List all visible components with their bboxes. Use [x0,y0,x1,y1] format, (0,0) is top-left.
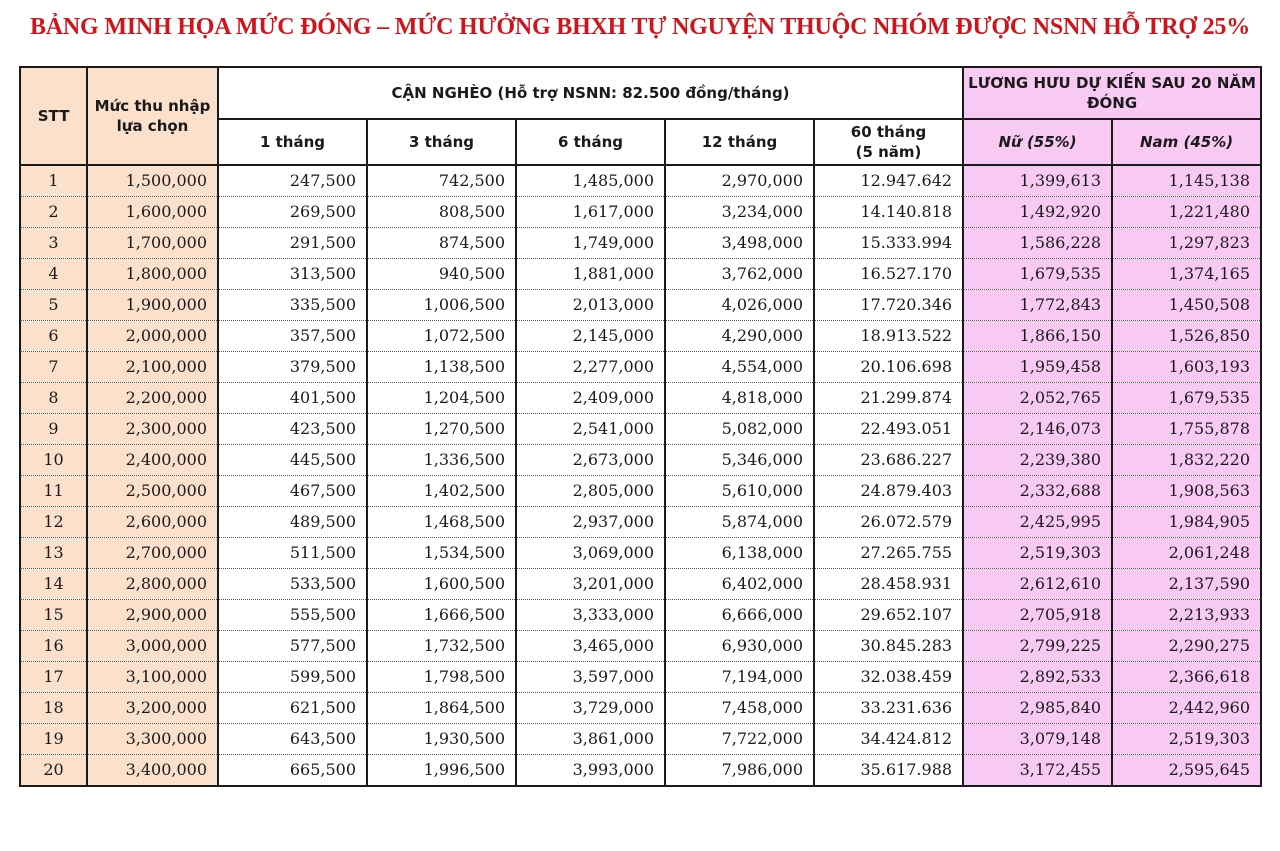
cell-stt: 8 [20,383,87,414]
cell-income: 1,800,000 [87,259,218,290]
table-row [20,165,1261,197]
cell-6-months: 3,597,000 [516,662,665,693]
cell-12-months: 7,194,000 [665,662,814,693]
header-female: Nữ (55%) [963,119,1112,165]
table-row [20,259,1261,290]
cell-3-months: 742,500 [367,165,516,197]
cell-60-months: 17.720.346 [814,290,963,321]
cell-stt: 17 [20,662,87,693]
cell-female-pension: 1,959,458 [963,352,1112,383]
cell-income: 3,200,000 [87,693,218,724]
cell-income: 2,500,000 [87,476,218,507]
cell-12-months: 5,874,000 [665,507,814,538]
cell-income: 1,700,000 [87,228,218,259]
cell-12-months: 5,610,000 [665,476,814,507]
table-body [20,165,1261,786]
cell-male-pension: 1,679,535 [1112,383,1261,414]
cell-3-months: 1,270,500 [367,414,516,445]
cell-3-months: 940,500 [367,259,516,290]
cell-male-pension: 2,213,933 [1112,600,1261,631]
cell-12-months: 3,234,000 [665,197,814,228]
cell-male-pension: 1,374,165 [1112,259,1261,290]
cell-female-pension: 2,239,380 [963,445,1112,476]
cell-income: 2,700,000 [87,538,218,569]
cell-6-months: 1,749,000 [516,228,665,259]
cell-female-pension: 1,772,843 [963,290,1112,321]
cell-stt: 5 [20,290,87,321]
cell-stt: 11 [20,476,87,507]
cell-12-months: 4,290,000 [665,321,814,352]
cell-male-pension: 1,450,508 [1112,290,1261,321]
cell-3-months: 1,600,500 [367,569,516,600]
cell-12-months: 3,762,000 [665,259,814,290]
cell-1-month: 533,500 [218,569,367,600]
header-3-months: 3 tháng [367,119,516,165]
cell-stt: 6 [20,321,87,352]
cell-female-pension: 2,705,918 [963,600,1112,631]
cell-6-months: 2,805,000 [516,476,665,507]
cell-6-months: 2,937,000 [516,507,665,538]
cell-male-pension: 1,984,905 [1112,507,1261,538]
cell-3-months: 1,468,500 [367,507,516,538]
header-male: Nam (45%) [1112,119,1261,165]
cell-60-months: 29.652.107 [814,600,963,631]
cell-3-months: 808,500 [367,197,516,228]
cell-1-month: 577,500 [218,631,367,662]
cell-3-months: 1,666,500 [367,600,516,631]
table-header [20,67,1261,165]
cell-12-months: 6,930,000 [665,631,814,662]
cell-male-pension: 2,061,248 [1112,538,1261,569]
cell-female-pension: 2,892,533 [963,662,1112,693]
cell-3-months: 874,500 [367,228,516,259]
header-60-months [814,119,963,165]
cell-3-months: 1,138,500 [367,352,516,383]
cell-1-month: 599,500 [218,662,367,693]
cell-female-pension: 1,679,535 [963,259,1112,290]
cell-60-months: 28.458.931 [814,569,963,600]
cell-1-month: 445,500 [218,445,367,476]
table-row [20,228,1261,259]
cell-60-months: 18.913.522 [814,321,963,352]
cell-6-months: 3,069,000 [516,538,665,569]
table-row [20,631,1261,662]
cell-1-month: 247,500 [218,165,367,197]
cell-income: 3,300,000 [87,724,218,755]
cell-stt: 13 [20,538,87,569]
cell-6-months: 2,541,000 [516,414,665,445]
cell-stt: 2 [20,197,87,228]
cell-1-month: 423,500 [218,414,367,445]
header-6-months: 6 tháng [516,119,665,165]
table-row [20,569,1261,600]
cell-6-months: 2,145,000 [516,321,665,352]
cell-income: 1,600,000 [87,197,218,228]
cell-male-pension: 1,832,220 [1112,445,1261,476]
header-12-months: 12 tháng [665,119,814,165]
cell-income: 2,400,000 [87,445,218,476]
cell-male-pension: 2,519,303 [1112,724,1261,755]
cell-12-months: 7,722,000 [665,724,814,755]
cell-12-months: 5,082,000 [665,414,814,445]
cell-stt: 7 [20,352,87,383]
cell-female-pension: 2,519,303 [963,538,1112,569]
cell-stt: 16 [20,631,87,662]
cell-6-months: 3,993,000 [516,755,665,787]
cell-6-months: 3,465,000 [516,631,665,662]
cell-6-months: 3,201,000 [516,569,665,600]
cell-12-months: 5,346,000 [665,445,814,476]
cell-3-months: 1,204,500 [367,383,516,414]
cell-3-months: 1,996,500 [367,755,516,787]
cell-6-months: 1,617,000 [516,197,665,228]
cell-stt: 12 [20,507,87,538]
cell-3-months: 1,864,500 [367,693,516,724]
cell-female-pension: 2,425,995 [963,507,1112,538]
cell-60-months: 30.845.283 [814,631,963,662]
cell-60-months: 26.072.579 [814,507,963,538]
cell-female-pension: 2,146,073 [963,414,1112,445]
cell-stt: 15 [20,600,87,631]
cell-3-months: 1,534,500 [367,538,516,569]
cell-3-months: 1,336,500 [367,445,516,476]
cell-male-pension: 1,297,823 [1112,228,1261,259]
cell-male-pension: 1,603,193 [1112,352,1261,383]
cell-female-pension: 2,612,610 [963,569,1112,600]
cell-stt: 19 [20,724,87,755]
cell-60-months: 32.038.459 [814,662,963,693]
cell-60-months: 22.493.051 [814,414,963,445]
cell-3-months: 1,798,500 [367,662,516,693]
cell-6-months: 2,277,000 [516,352,665,383]
table-row [20,321,1261,352]
cell-female-pension: 1,586,228 [963,228,1112,259]
table-row [20,538,1261,569]
cell-3-months: 1,930,500 [367,724,516,755]
cell-male-pension: 2,137,590 [1112,569,1261,600]
cell-income: 2,300,000 [87,414,218,445]
header-income: Mức thu nhập lựa chọn [87,67,218,165]
cell-12-months: 6,138,000 [665,538,814,569]
cell-female-pension: 3,172,455 [963,755,1112,787]
cell-income: 3,000,000 [87,631,218,662]
header-pension: LƯƠNG HƯU DỰ KIẾN SAU 20 NĂM ĐÓNG [963,67,1261,119]
cell-12-months: 4,818,000 [665,383,814,414]
cell-female-pension: 1,866,150 [963,321,1112,352]
cell-income: 1,900,000 [87,290,218,321]
header-stt: STT [20,67,87,165]
cell-1-month: 379,500 [218,352,367,383]
header-group: CẬN NGHÈO (Hỗ trợ NSNN: 82.500 đồng/tháng) [218,67,963,119]
table-row [20,600,1261,631]
contribution-table [19,66,1262,787]
cell-female-pension: 2,799,225 [963,631,1112,662]
cell-12-months: 4,554,000 [665,352,814,383]
cell-income: 2,100,000 [87,352,218,383]
cell-6-months: 3,333,000 [516,600,665,631]
cell-6-months: 1,881,000 [516,259,665,290]
cell-stt: 4 [20,259,87,290]
cell-female-pension: 2,332,688 [963,476,1112,507]
cell-6-months: 2,409,000 [516,383,665,414]
cell-income: 3,100,000 [87,662,218,693]
table-row [20,507,1261,538]
cell-female-pension: 1,399,613 [963,165,1112,197]
cell-stt: 9 [20,414,87,445]
cell-1-month: 511,500 [218,538,367,569]
cell-12-months: 7,986,000 [665,755,814,787]
cell-12-months: 2,970,000 [665,165,814,197]
cell-income: 3,400,000 [87,755,218,787]
cell-60-months: 12.947.642 [814,165,963,197]
cell-1-month: 467,500 [218,476,367,507]
cell-1-month: 291,500 [218,228,367,259]
table-row [20,197,1261,228]
cell-12-months: 3,498,000 [665,228,814,259]
cell-stt: 1 [20,165,87,197]
cell-12-months: 4,026,000 [665,290,814,321]
cell-1-month: 489,500 [218,507,367,538]
table-row [20,476,1261,507]
cell-60-months: 16.527.170 [814,259,963,290]
cell-6-months: 2,673,000 [516,445,665,476]
cell-60-months: 21.299.874 [814,383,963,414]
cell-female-pension: 2,985,840 [963,693,1112,724]
cell-female-pension: 2,052,765 [963,383,1112,414]
cell-60-months: 27.265.755 [814,538,963,569]
cell-60-months: 24.879.403 [814,476,963,507]
table-row [20,693,1261,724]
header-1-month: 1 tháng [218,119,367,165]
cell-1-month: 335,500 [218,290,367,321]
cell-12-months: 7,458,000 [665,693,814,724]
table-row [20,352,1261,383]
cell-1-month: 269,500 [218,197,367,228]
cell-male-pension: 1,526,850 [1112,321,1261,352]
cell-60-months: 14.140.818 [814,197,963,228]
cell-stt: 14 [20,569,87,600]
cell-60-months: 34.424.812 [814,724,963,755]
cell-3-months: 1,072,500 [367,321,516,352]
cell-female-pension: 3,079,148 [963,724,1112,755]
cell-1-month: 401,500 [218,383,367,414]
cell-3-months: 1,402,500 [367,476,516,507]
table-row [20,662,1261,693]
cell-male-pension: 2,290,275 [1112,631,1261,662]
cell-female-pension: 1,492,920 [963,197,1112,228]
table-row [20,414,1261,445]
cell-1-month: 643,500 [218,724,367,755]
cell-income: 2,000,000 [87,321,218,352]
cell-stt: 20 [20,755,87,787]
cell-12-months: 6,666,000 [665,600,814,631]
cell-stt: 18 [20,693,87,724]
cell-1-month: 665,500 [218,755,367,787]
cell-stt: 3 [20,228,87,259]
cell-60-months: 33.231.636 [814,693,963,724]
cell-male-pension: 1,221,480 [1112,197,1261,228]
cell-60-months: 20.106.698 [814,352,963,383]
cell-1-month: 621,500 [218,693,367,724]
cell-1-month: 555,500 [218,600,367,631]
cell-income: 2,900,000 [87,600,218,631]
header-60-months-line2: (5 năm) [855,143,922,161]
cell-income: 2,800,000 [87,569,218,600]
cell-6-months: 2,013,000 [516,290,665,321]
cell-male-pension: 1,908,563 [1112,476,1261,507]
table-row [20,383,1261,414]
cell-income: 2,200,000 [87,383,218,414]
cell-male-pension: 1,755,878 [1112,414,1261,445]
cell-income: 2,600,000 [87,507,218,538]
cell-6-months: 1,485,000 [516,165,665,197]
cell-6-months: 3,861,000 [516,724,665,755]
cell-12-months: 6,402,000 [665,569,814,600]
cell-3-months: 1,732,500 [367,631,516,662]
table-row [20,755,1261,787]
header-60-months-line1: 60 tháng [850,123,927,141]
cell-3-months: 1,006,500 [367,290,516,321]
cell-60-months: 35.617.988 [814,755,963,787]
cell-6-months: 3,729,000 [516,693,665,724]
cell-male-pension: 2,366,618 [1112,662,1261,693]
cell-stt: 10 [20,445,87,476]
cell-income: 1,500,000 [87,165,218,197]
cell-60-months: 15.333.994 [814,228,963,259]
page-title: BẢNG MINH HỌA MỨC ĐÓNG – MỨC HƯỞNG BHXH TỰ NGUYỆN THUỘC NHÓM ĐƯỢC NSNN HỖ TRỢ 25% [29,14,1251,40]
table-row [20,724,1261,755]
table-row [20,290,1261,321]
cell-1-month: 357,500 [218,321,367,352]
table-row [20,445,1261,476]
cell-male-pension: 2,442,960 [1112,693,1261,724]
cell-60-months: 23.686.227 [814,445,963,476]
cell-male-pension: 2,595,645 [1112,755,1261,787]
cell-male-pension: 1,145,138 [1112,165,1261,197]
cell-1-month: 313,500 [218,259,367,290]
